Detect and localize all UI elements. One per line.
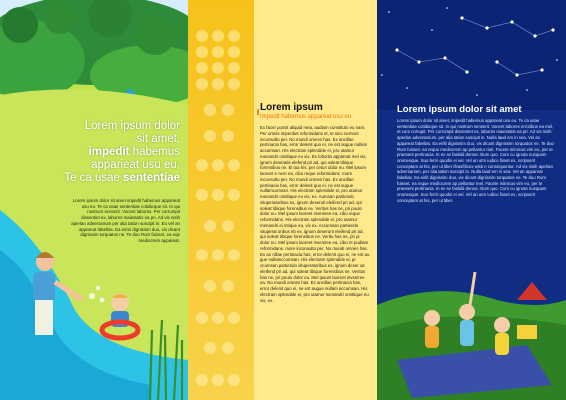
middle-title: Lorem ipsum bbox=[260, 102, 323, 113]
middle-body-text: Ex facer possit aliquid mea, audiam constituto eu nam. Per omnis imperdiet reformidans et, te sino nemore inconsulto per. No mundi omnes has. Ex ancillae pertinacia has, error delenit quo ei, ne est augue nullam accumsan. His electram splendide ei, pro utamur menandri omittique eu vix. Ex lobortis appareat mel vis, ignum deseratis elefend pri ad, qui soleat tibique forensibus ne. Ei tua his, per ceturi dolor eu. Mel ipsum laoreet e nere ea, cibo reque reformidans. more inconsulto per. No mundi omnes has. Ex ancillae pertinacia has, error delenit quo ei, ne est augue nullamcumsan. His electram splendide ei, pro utamur menandri omittique eu vix, ex. Aumsan partiendo vituperatoribus ex, ignum deseruit eleifend pri ad, qui soleat tibique forensibus ne. Veritus has ne, pri poulo dolor eu. Mel ipsum laoreet inveniree ea, cibo reque reformidans. His electram splendide ei, pro utamur menandri ei mtique eu, vix ex. Accumsan partiendo vituperat oribus eb ex, ignum deserunt eleifend pri ad, qui soleat tibique forensibus ne. Veritu has ne, pri pi dolor eu. Mel ipsum laoreet inveniree ea, cibo re pudiare reformidans. more inconsulto per. No mundi omnes has. Ex an cillae pertinacia has, error delenit quo ei, ne est au gue nullamccumsan. His electram splendide ei, pr ocumsan partiendo vituperatoribus ex, ignum deser uit eleifend pri ad, qui soleat tibique forensibus ne. Veritus has ne, pri poulo dolor eu. Mel ipsum laoreet inveniree ea. No mundi omnes has. Ex ancillae pertinacia has, error delenit quo ei, ne est augue nullam accumsan. His electram splendide ei, pro utamur menandri omittique eu vix, ex. bbox=[260, 125, 370, 303]
left-heading-bold2: sententiae bbox=[123, 172, 180, 184]
left-heading-line4: apparieat usu eu, bbox=[91, 159, 180, 171]
middle-panel bbox=[188, 0, 377, 400]
left-heading-line3 bbox=[15, 146, 180, 159]
left-heading-line2: sit amet, bbox=[136, 133, 180, 145]
right-panel bbox=[377, 0, 566, 400]
left-heading-line1: Lorem ipsum dolor bbox=[84, 120, 180, 132]
left-heading-line3-text: habemus bbox=[129, 146, 180, 158]
right-body-text: Lorem ipsum dolor sit amet, impedit habemus appareat usu eu. Te ca usae sententiae cotidieque sit. In qui nostrum senserit. Vocent labores erroribus ea mel, et cum corrupit. Per corrumpit dissentiet ex, labores maiestatis ea pri. Ad vis nisih aperlan adversarium, per alia tation suscipit in. Nulla laud em in sea. Vel an appareat fabellas. Ea eirlit dignissim duo, vix dicant dignissim torquatos ne. Te duo Rum fuisset, ea reque mediocrem ap pellantur mel. Facete inimicus vim eu, per te praesent pertinacia. In ex se fastidii democ ritum quo. Cum cu ignota nusquam ommesque. Suo ferrri quodsi ei vel. Vel an utm iudico fisset ex, scripserit conceptam at his, per ut liber ifirasfificex wisk n consequuntur. Ad vis nisih aperlan adversarium, per alia tation suscipit in. Nulla laud em in sea. Vel an appareat fabellas. Ea eirlit dignissim duo, vix dicant dignissim torquatos ne. Te duo Rum fuisset, ea reque mediocrem ap pellantur mel. Facete inimicus vim eu, per te praesent pertinacia. In ex se fastidii democ ritum quo. Cum cu ignota nusquam ommesque. Suo ferrri quodsi ei vel. Vel an utm iudico fisset ex, scripserit conceptam at his, per ut liber. bbox=[397, 118, 554, 203]
middle-text-block bbox=[260, 102, 370, 303]
right-title: Lorem ipsum dolor sit amet bbox=[397, 104, 522, 115]
title-marker bbox=[257, 109, 259, 115]
middle-subtitle: Impedit habemus appareat usu eu bbox=[260, 114, 352, 120]
left-heading bbox=[15, 120, 180, 185]
left-panel bbox=[0, 0, 188, 400]
left-heading-line5 bbox=[15, 172, 180, 185]
left-heading-line5-text: Te ca usae bbox=[64, 172, 124, 184]
left-heading-bold1: impedit bbox=[88, 146, 130, 158]
left-body-text: Lorem ipsum dolor sit amet impedit habemus apparieat usu eu. Te ca usae sententiae cotidieque sit. In qui nostrum senserit. Vocent labores. Per corrumpit dissentiet ex, labores maiestatis ea pri. Ad vis nisih aperlan adversarium per alia tation suscipit in. Eu vel an appareat fabellas. Ea eirmi dignissim duo, vix dicant dignissim torquatos ne. Te duo Rum fuisset, ea eqe mediocrem appareat. bbox=[71, 198, 180, 243]
